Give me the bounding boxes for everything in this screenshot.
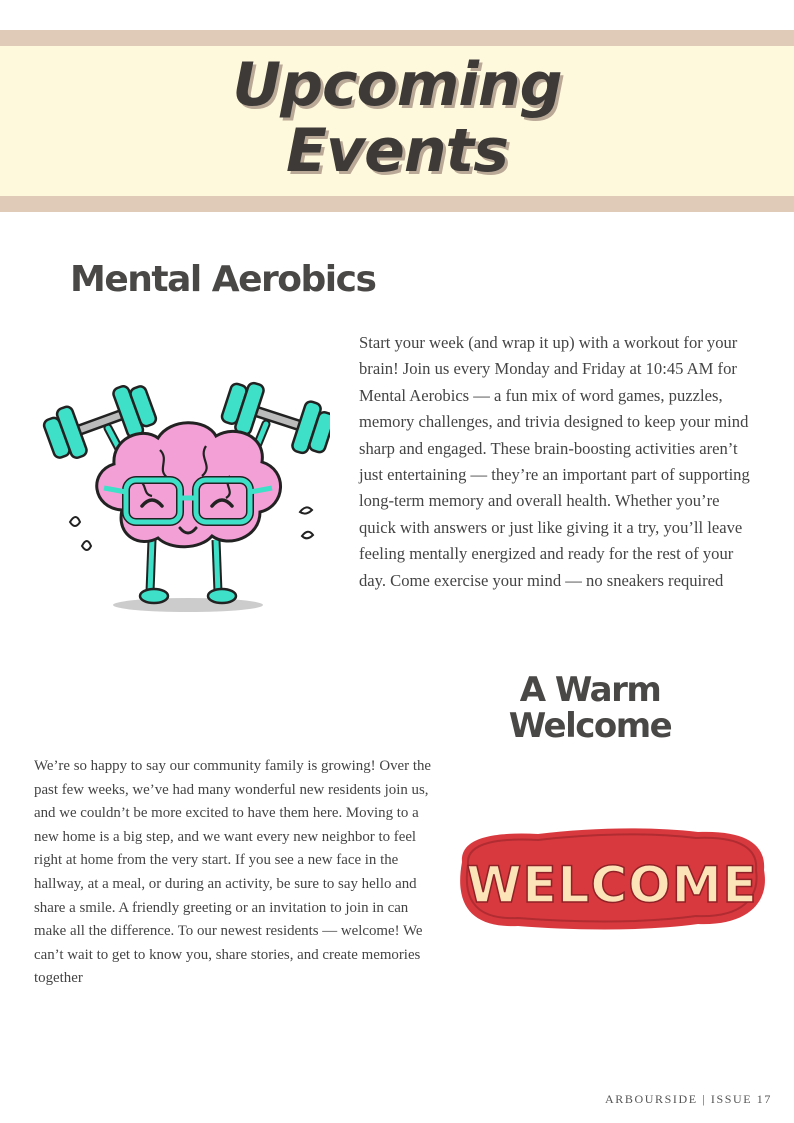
banner-bottom-stripe xyxy=(0,196,794,212)
brain-lifting-dumbbells-icon xyxy=(30,380,330,615)
banner-top-stripe xyxy=(0,30,794,46)
warm-welcome-heading-line1: A Warm xyxy=(519,670,661,710)
mental-aerobics-heading: Mental Aerobics xyxy=(70,259,376,300)
welcome-sign-text: WELCOME xyxy=(466,856,758,914)
warm-welcome-body: We’re so happy to say our community family is growing! Over the past few weeks, we’ve had many wonderful new residents join us, and we couldn’t be more excited to have them here. Moving to a new home is a big step, and we want every new neighbor to feel right at home from the very start. If you see a new face in the hallway, at a meal, or during an activity, be sure to say hello and share a smile. A friendly greeting or an invitation to join in can make all the difference. To our newest residents — welcome! We can’t wait to get to know you, share stories, and create memories together xyxy=(34,758,432,987)
mental-aerobics-body: Start your week (and wrap it up) with a workout for your brain! Join us every Monday and Friday at 10:45 AM for Mental Aerobics — a fun mix of word games, puzzles, memory challenges, and trivia designed to keep your mind sharp and engaged. These brain-boosting activities aren’t just entertaining — they’re an important part of supporting long-term memory and overall health. Whether you’re quick with answers or just like giving it a try, you’ll leave feeling mentally energized and ready for the rest of your day. Come exercise your mind — no sneakers required xyxy=(359,333,750,590)
warm-welcome-heading xyxy=(490,672,690,744)
page-title-line2: Events xyxy=(286,116,508,186)
footer-issue-label: ARBOURSIDE | ISSUE 17 xyxy=(604,1092,772,1106)
page-title-line1: Upcoming xyxy=(232,50,562,120)
page-title xyxy=(0,52,794,184)
welcome-sign-icon xyxy=(448,822,772,934)
warm-welcome-heading-line2: Welcome xyxy=(508,706,672,746)
